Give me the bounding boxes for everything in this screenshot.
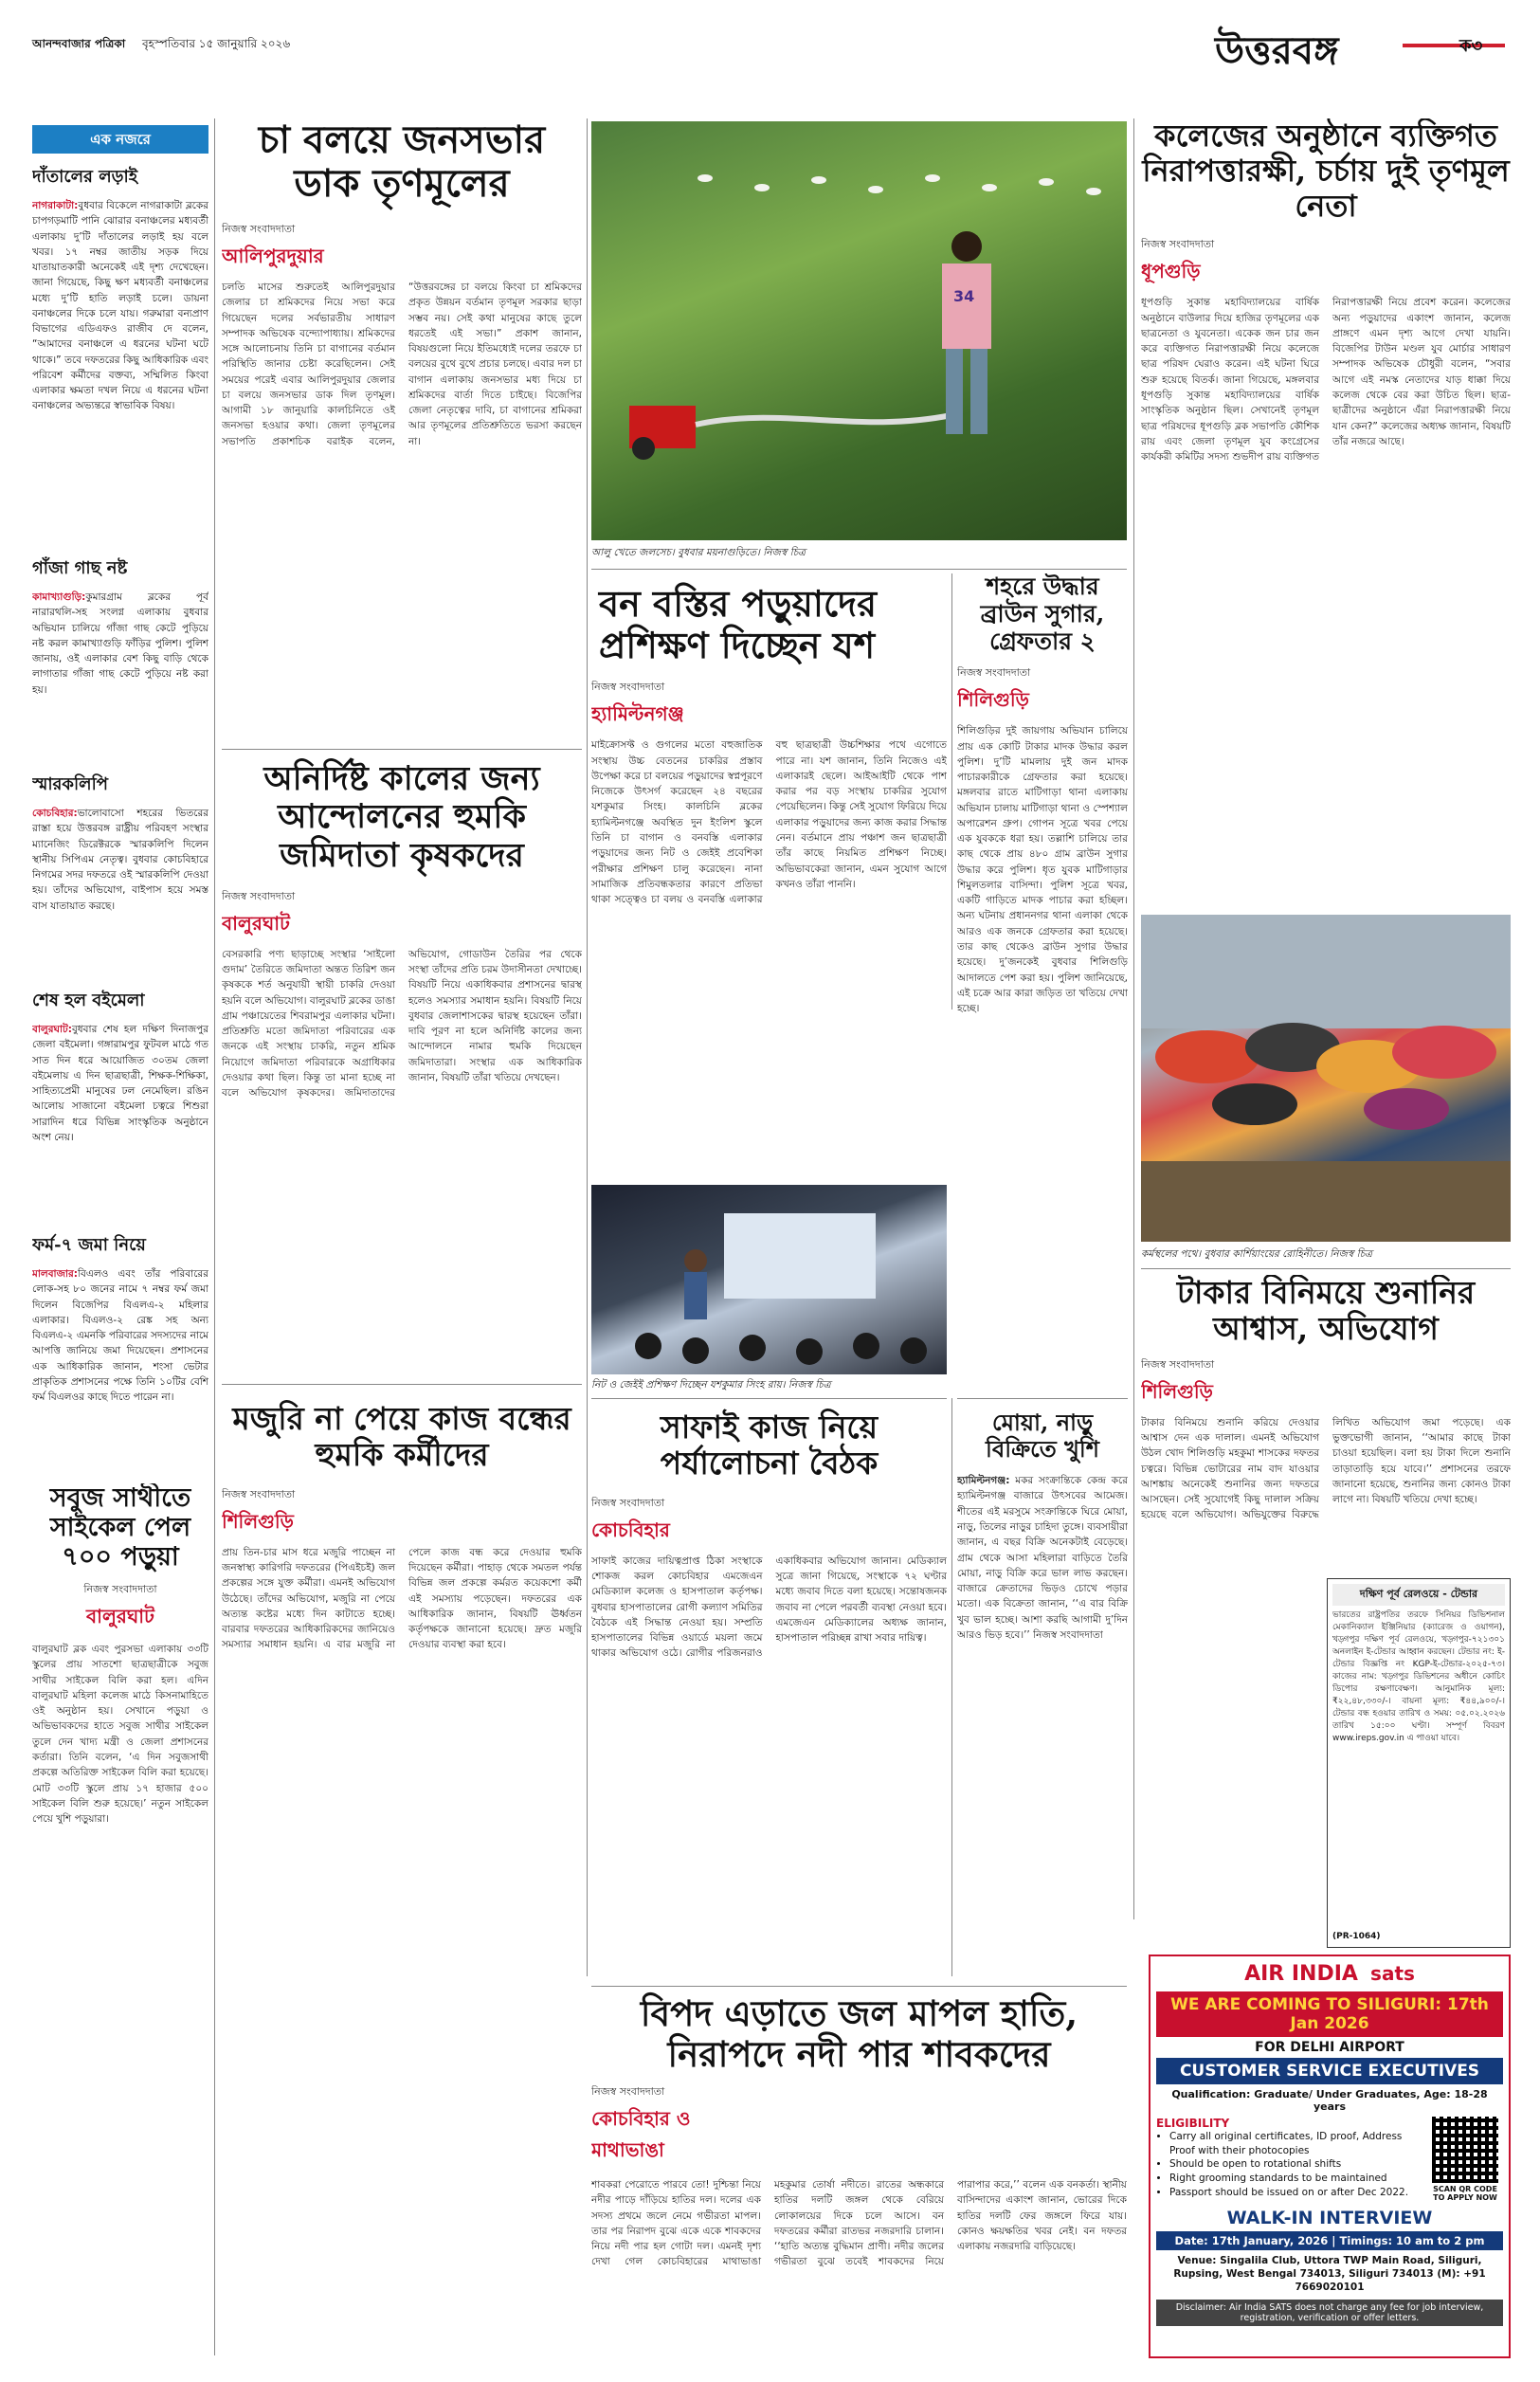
story-elephants xyxy=(591,1986,1127,2360)
eligibility-item: • Right grooming standards to be maintained xyxy=(1169,2172,1420,2186)
tender-code: (PR-1064) xyxy=(1332,1932,1381,1941)
story-college-security xyxy=(1141,118,1511,915)
story-cleaning-meeting xyxy=(591,1398,947,1981)
ad-eligibility xyxy=(1156,2117,1420,2202)
ad-brand-row xyxy=(1156,1962,1503,1986)
page-number: ক৩ xyxy=(1459,36,1483,56)
section-rule xyxy=(222,1384,582,1385)
teacher-head xyxy=(684,1249,707,1272)
briefs-column xyxy=(32,163,208,1471)
story-body: শিলিগুড়ির দুই জায়গায় অভিযান চালিয়ে প্রায় এক কোটি টাকার মাদক উদ্ধার করল পুলিশ। দু’টি মামলায় দুই জন মাদক পাচারকারীকে গ্রেফতার করা হয়েছে। মঙ্গলবার রাতে মাটিগাড়া থানা এলাকায় অভিযান চালায় মাটিগাড়া থানা ও স্পেশ্যাল অপারেশন গ্রুপ। গোপন সূত্রে খবর পেয়ে এক যুবককে ধরা হয়। তল্লাশি চালিয়ে তার কাছ থেকে প্রায় ৪৮০ গ্রাম ব্রাউন সুগার উদ্ধার করে পুলিশ। ধৃত যুবক মাটিগাড়ার শিমুলতলার বাসিন্দা। পুলিশ সূত্রে খবর, একটি গাড়িতে মাদক পাচার করা হচ্ছিল। অন্য ঘটনায় প্রধাননগর থানা এলাকা থেকে আরও এক জনকে গ্রেফতার করা হয়েছে। তার কাছ থেকেও ব্রাউন সুগার উদ্ধার হয়েছে। দু’জনকেই বুধবার শিলিগুড়ি আদালতে পেশ করা হয়। পুলিশ জানিয়েছে, এই চক্রে আর কারা জড়িত তা খতিয়ে দেখা হচ্ছে। xyxy=(957,725,1128,1015)
headline: বন বস্তির পড়ুয়াদের প্রশিক্ষণ দিচ্ছেন যশ xyxy=(599,582,878,666)
byline: নিজস্ব সংবাদদাতা xyxy=(591,1496,665,1509)
dateline-location: ধূপগুড়ি xyxy=(1141,260,1201,283)
photo-caption: কর্মস্থলের পথে। বুধবার কার্শিয়াংয়ের রোহিনীতে। নিজস্ব চিত্র xyxy=(1141,1248,1372,1260)
story-body: শাবকরা পেরোতে পারবে তো! দুশ্চিন্তা নিয়ে নদীর পাড়ে দাঁড়িয়ে হাতির দল। দলের এক সদস্য প্রথমে জলে নেমে গভীরতা মাপল। তার পর নিরাপদ বুঝে একে একে শাবকদের নিয়ে নদী পার হল গোটা দল। এমনই দৃশ্য দেখা গেল কোচবিহারের মাথাভাঙা মহকুমার তোর্ষা নদীতে। রাতের অন্ধকারে হাতির দলটি জঙ্গল থেকে বেরিয়ে লোকালয়ের দিকে চলে আসে। বন দফতরের কর্মীরা রাতভর নজরদারি চালান। ‘‘হাতি অত্যন্ত বুদ্ধিমান প্রাণী। নদীর জলের গভীরতা বুঝে তবেই শাবকদের নিয়ে পারাপার করে,’’ বলেন এক বনকর্তা। স্থানীয় বাসিন্দাদের একাংশ জানান, ভোরের দিকে হাতির দলটি ফের জঙ্গলে ফিরে যায়। কোনও ক্ষয়ক্ষতির খবর নেই। বন দফতর এলাকায় নজরদারি বাড়িয়েছে। xyxy=(591,2179,1127,2268)
story-tmc-rally xyxy=(222,118,582,749)
section-rule xyxy=(1141,1268,1511,1269)
headline: অনির্দিষ্ট কালের জন্য আন্দোলনের হুমকি জমিদাতা কৃষকদের xyxy=(263,759,540,875)
headline: সাফাই কাজ নিয়ে পর্যালোচনা বৈঠক xyxy=(660,1409,879,1482)
brief-text xyxy=(32,1022,208,1145)
dateline-location: বালুরঘাট xyxy=(86,1605,154,1628)
dateline-location: হ্যামিল্টনগঞ্জ: xyxy=(957,1475,1010,1487)
shirt-number: 34 xyxy=(953,287,975,305)
ad-partner: sats xyxy=(1370,1962,1415,1985)
dateline-location: শিলিগুড়ি xyxy=(1141,1379,1213,1403)
walkin-datetime: Date: 17th January, 2026 | Timings: 10 am to 2 pm xyxy=(1156,2231,1503,2250)
dateline-location: শিলিগুড়ি xyxy=(957,688,1029,712)
tender-text: ভারতের রাষ্ট্রপতির তরফে সিনিয়র ডিভিশনাল মেকানিক্যাল ইঞ্জিনিয়ার (ক্যারেজ ও ওয়াগন), খড়্গপুর দক্ষিণ পূর্ব রেলওয়ে, খড়্গপুর-৭২১৩০১ অনলাইন ই-টেন্ডার আহ্বান করছেন। টেন্ডার নং: ই-টেন্ডার বিজ্ঞপ্তি নং KGP-ই-টেন্ডার-২০২৫-৭৩। কাজের নাম: খড়্গপুর ডিভিশনের অধীনে কোচিং ডিপোর রক্ষণাবেক্ষণ। আনুমানিক মূল্য: ₹২২,৪৮,৩৩০/-। বায়না মূল্য: ₹৪৪,৯০০/-। টেন্ডার বন্ধ হওয়ার তারিখ ও সময়: ০৫.০২.২০২৬ তারিখ ১৫:০০ ঘণ্টা। সম্পূর্ণ বিবরণ www.ireps.gov.in এ পাওয়া যাবে। xyxy=(1332,1610,1505,1744)
road xyxy=(1141,1161,1511,1242)
brief-item xyxy=(32,555,208,763)
byline: নিজস্ব সংবাদদাতা xyxy=(83,1583,157,1596)
story-body: বেসরকারি পণ্য ছাড়াচ্ছে সংস্থার ‘সাইলো গুদাম’ তৈরিতে জমিদাতা অন্তত তিরিশ জন কৃষককে শর্ত অনুযায়ী স্থায়ী চাকরি দেওয়া হয়নি বলে অভিযোগ। বালুরঘাট ব্লকের ডাঙা গ্রাম পঞ্চায়েতের শিবরামপুর এলাকার ঘটনা। প্রতিশ্রুতি মতো জমিদাতা পরিবারের এক জনকে এই সংস্থায় চাকরি, নতুন শ্রমিক নিয়োগে জমিদাতা পরিবারকে অগ্রাধিকার দেওয়ার কথা ছিল। কিন্তু তা মানা হচ্ছে না বলে অভিযোগ কৃষকদের। জমিদাতাদের অভিযোগ, গোডাউন তৈরির পর থেকে সংস্থা তাঁদের প্রতি চরম উদাসীনতা দেখাচ্ছে। বিষয়টি নিয়ে একাধিকবার প্রশাসনের দ্বারস্থ হলেও সমস্যার সমাধান হয়নি। বিষয়টি নিয়ে বুধবার জেলাশাসকের দ্বারস্থ হয়েছেন তাঁরা। দাবি পূরণ না হলে অনির্দিষ্ট কালের জন্য আন্দোলনে নামার হুমকি দিয়েছেন জমিদাতারা। সংস্থার এক আধিকারিক জানান, বিষয়টি তাঁরা খতিয়ে দেখছেন। xyxy=(222,948,582,1100)
brief-title: দাঁতালের লড়াই xyxy=(32,167,138,187)
column-rule xyxy=(587,118,588,1976)
ad-eligibility-row xyxy=(1156,2117,1503,2202)
projector-screen xyxy=(724,1213,876,1299)
byline: নিজস্ব সংবাদদাতা xyxy=(1141,238,1215,251)
tender-title: দক্ষিণ পূর্ব রেলওয়ে - টেন্ডার xyxy=(1332,1584,1505,1606)
dateline-location: বালুরঘাট xyxy=(222,911,290,935)
brief-body: বিএলও এবং তাঁর পরিবারের লোক-সহ ৮০ জনের নামে ৭ নম্বর ফর্ম জমা দিলেন বিজেপির বিএলএ-২ মহিলার এলাকার। বিএলও-২ রেঙ্ক সহ অন্য বিএলএ-২ এমনকি পরিবারের সদস্যদের নামে আপত্তি জানিয়ে জমা দিয়েছেন। প্রশাসনের এক আধিকারিক জানান, শংসা ভেটার প্রাকৃতিক প্রশাসনের পক্ষে তিনি ১০টির বেশি ফর্ম বিএলওর কাছে দিতে পারেন না। xyxy=(32,1268,208,1404)
issue-date: বৃহস্পতিবার ১৫ জানুয়ারি ২০২৬ xyxy=(142,37,291,50)
classroom-photo xyxy=(591,1185,947,1374)
qr-code-icon[interactable] xyxy=(1432,2117,1498,2183)
classroom-illustration xyxy=(591,1185,947,1374)
eligibility-list xyxy=(1156,2130,1420,2199)
publication-name: আনন্দবাজার পত্রিকা xyxy=(32,37,126,50)
story-body: সাফাই কাজের দায়িত্বপ্রাপ্ত ঠিকা সংস্থাকে শোকজ করল কোচবিহার এমজেএন মেডিক্যাল কলেজ ও হাসপাতাল কর্তৃপক্ষ। বুধবার হাসপাতালের রোগী কল্যাণ সমিতির বৈঠকে এই সিদ্ধান্ত নেওয়া হয়। সম্প্রতি হাসপাতালের বিভিন্ন ওয়ার্ডে ময়লা জমে থাকার অভিযোগ ওঠে। রোগীর পরিজনরাও একাধিকবার অভিযোগ জানান। মেডিক্যাল সুত্রে জানা গিয়েছে, সংস্থাকে ৭২ ঘণ্টার মধ্যে জবাব দিতে বলা হয়েছে। সন্তোষজনক জবাব না পেলে পরবর্তী ব্যবস্থা নেওয়া হবে। এমজেএন মেডিক্যালের অধ্যক্ষ জানান, হাসপাতাল পরিচ্ছন্ন রাখা সবার দায়িত্ব। xyxy=(591,1555,947,1660)
section-rule xyxy=(591,569,1127,570)
section-rule xyxy=(1403,44,1505,47)
brief-text xyxy=(32,806,208,914)
eligibility-item: • Passport should be issued on or after Dec 2022. xyxy=(1169,2186,1420,2200)
headline: শহরে উদ্ধার ব্রাউন সুগার, গ্রেফতার ২ xyxy=(980,573,1105,655)
brief-text xyxy=(32,590,208,698)
brief-title: স্মারকলিপি xyxy=(32,774,108,794)
dateline-location: আলিপুরদুয়ার xyxy=(222,245,324,267)
ad-role: CUSTOMER SERVICE EXECUTIVES xyxy=(1156,2058,1503,2084)
brief-place: কামাখ্যাগুড়ি: xyxy=(32,591,86,603)
column-rule xyxy=(951,573,952,1009)
walkin-title: WALK-IN INTERVIEW xyxy=(1226,2208,1433,2228)
farmer-leg xyxy=(970,349,987,434)
umbrella-photo xyxy=(1141,915,1511,1242)
headline: সবুজ সাথীতে সাইকেল পেল ৭০০ পড়ুয়া xyxy=(49,1483,191,1573)
umbrellas xyxy=(1155,1023,1496,1130)
story-columns xyxy=(591,2083,1127,2173)
brief-body: কুমারগ্রাম ব্লকের পূর্ব নারারথলি-সহ সংলগ্ন এলাকায় বুধবার অভিযান চালিয়ে গাঁজা গাছ কেটে পুড়িয়ে নষ্ট করল কামাখ্যাগুড়ি ফাঁড়ির পুলিশ। পুলিশ জানায়, ওই এলাকার বেশ কিছু বাড়ি থেকে লাগাতার গাঁজা গাছ কেটে পুড়িয়ে নষ্ট করা হয়। xyxy=(32,591,208,696)
brief-title: গাঁজা গাছ নষ্ট xyxy=(32,558,128,578)
brief-title: শেষ হল বইমেলা xyxy=(32,991,145,1010)
railway-tender-notice xyxy=(1327,1578,1511,1948)
story-body xyxy=(957,1473,1128,1643)
photo-caption: নিট ও জেইই প্রশিক্ষণ দিচ্ছেন যশকুমার সিংহ রায়। নিজস্ব চিত্র xyxy=(591,1379,831,1391)
column-rule xyxy=(1133,118,1134,1919)
brief-item xyxy=(32,1231,208,1449)
story-forest-students xyxy=(591,573,947,1180)
byline: নিজস্ব সংবাদদাতা xyxy=(222,223,296,235)
story-wages-strike xyxy=(222,1384,582,2355)
byline: নিজস্ব সংবাদদাতা xyxy=(591,681,665,694)
brief-place: মালবাজার: xyxy=(32,1268,79,1280)
farmer-leg xyxy=(946,349,963,434)
irrigation-pipe xyxy=(696,415,951,425)
headline: মোয়া, নাড়ু বিক্রিতে খুশি xyxy=(986,1409,1099,1463)
headline: বিপদ এড়াতে জল মাপল হাতি, নিরাপদে নদী পার শাবকদের xyxy=(640,1992,1078,2075)
brief-item xyxy=(32,987,208,1224)
story-moa-naru xyxy=(957,1398,1128,1981)
field-illustration xyxy=(591,121,1127,540)
brief-body: বুধবার বিকেলে নাগরাকাটা ব্লকের চাপগড়মাটি পানি ঝোরার বনাঞ্চলের মধ্যবর্তী এলাকায় দু’টি দাঁতালের লড়াই হয় বলে খবর। ১৭ নম্বর জাতীয় সড়ক দিয়ে যাতায়াতকারী অনেকেই এই দৃশ্য দেখেছেন। জানা গিয়েছে, কিছু ক্ষণ মধ্যবর্তী বনাঞ্চলের মধ্যে দু’টি হাতি লড়াই চলে। ডায়না বনাঞ্চলের দিকে চলে যায়। গরুমারা বন্যপ্রাণ বিভাগের এডিএফও রাজীব দে বলেন, “আমাদের বনাঞ্চলে এ ধরনের ঘটনা ঘটে থাকে।” তবে দফতরের কিছু আধিকারিক এবং পরিবেশ কর্মীদের বক্তব্য, সম্মিলিত কিংবা এলাকার ক্ষমতা দখল নিয়ে এ ধরনের ঘটনা বনাঞ্চলের অভ্যন্তরে স্বাভাবিক বিষয়। xyxy=(32,200,208,412)
story-cyclists xyxy=(32,1483,208,2355)
brief-place: কোচবিহার: xyxy=(32,808,78,819)
story-body: মাইক্রোসফ্ট ও গুগলের মতো বহুজাতিক সংস্থায় উচ্চ বেতনের চাকরির প্রস্তাব উপেক্ষা করে চা বলয়ের পড়ুয়াদের স্বপ্নপূরণে নিজেকে উৎসর্গ করেছেন ২৪ বছরের যশকুমার সিংহ। কালচিনি ব্লকের হ্যামিল্টনগঞ্জে অবস্থিত দুন ইংলিশ স্কুলে তিনি চা বাগান ও বনবস্তি এলাকার পড়ুয়াদের জন্য নিট ও জেইই প্রবেশিকা পরীক্ষার প্রশিক্ষণ চালু করেছেন। নানা সামাজিক প্রতিবন্ধকতার কারণে প্রতিভা থাকা সত্ত্বেও চা বলয় ও বনবস্তি এলাকার বহু ছাত্রছাত্রী উচ্চশিক্ষার পথে এগোতে পারে না। যশ জানান, তিনি নিজেও এই এলাকারই ছেলে। আইআইটি থেকে পাশ করার পর বড় সংস্থায় চাকরির সুযোগ পেয়েছিলেন। কিন্তু সেই সুযোগ ফিরিয়ে দিয়ে এলাকার পড়ুয়াদের জন্য কাজ করার সিদ্ধান্ত নেন। বর্তমানে প্রায় পঞ্চাশ জন ছাত্রছাত্রী তাঁর কাছে নিয়মিত প্রশিক্ষণ নিচ্ছে। অভিভাবকেরা জানান, এমন সুযোগ আগে কখনও তাঁরা পাননি। xyxy=(591,739,947,906)
dateline-location: কোচবিহার xyxy=(591,1518,670,1541)
brief-body: বুধবার শেষ হল দক্ষিণ দিনাজপুর জেলা বইমেলা। গঙ্গারামপুর ফুটবল মাঠে গত সাত দিন ধরে আয়োজিত ৩০তম জেলা বইমেলায় এ দিন ছাত্রছাত্রী, শিক্ষক-শিক্ষিকা, সাহিত্যপ্রেমী মানুষের ঢল নেমেছিল। রঙিন আলোয় সাজানো বইমেলা চত্বরে শিশুরা সারাদিন ধরে বিভিন্ন সাংস্কৃতিক অনুষ্ঠানে অংশ নেয়। xyxy=(32,1024,208,1143)
ad-disclaimer: Disclaimer: Air India SATS does not charge any fee for job interview, registration, verification or offer letters. xyxy=(1156,2300,1503,2326)
photo-caption: আলু খেতে জলসেচ। বুধবার ময়নাগুড়িতে। নিজস্ব চিত্র xyxy=(591,547,806,558)
story-farmers-protest xyxy=(222,749,582,1374)
briefs-kicker: এক নজরে xyxy=(32,125,208,154)
brief-item xyxy=(32,163,208,547)
story-text: মকর সংক্রান্তিকে কেন্দ্র করে হ্যামিল্টনগঞ্জ বাজারে উৎসবের আমেজ। শীতের এই মরসুমে সংক্রান্তিকে ঘিরে মোয়া, নাড়ু, তিলের নাড়ুর চাহিদা তুঙ্গে। ব্যবসায়ীরা জানান, এ বছর বিক্রি অনেকটাই বেড়েছে। গ্রাম থেকে আসা মহিলারা বাড়িতে তৈরি মোয়া, নাড়ু বিক্রি করে ভাল লাভ করছেন। বাজারে ক্রেতাদের ভিড়ও চোখে পড়ার মতো। এক বিক্রেতা জানান, ‘‘এ বার বিক্রি খুব ভাল হচ্ছে। আশা করছি আগামী দু’দিন আরও ভিড় হবে।’’ নিজস্ব সংবাদদাতা xyxy=(957,1475,1128,1641)
byline: নিজস্ব সংবাদদাতা xyxy=(591,2085,665,2099)
ad-banner: WE ARE COMING TO SILIGURI: 17th Jan 2026 xyxy=(1156,1991,1503,2037)
sky xyxy=(1141,915,1511,1028)
column-rule xyxy=(214,118,215,2355)
qr-block xyxy=(1427,2117,1503,2202)
story-body: বালুরঘাট ব্লক এবং পুরসভা এলাকায় ৩৩টি স্কুলের প্রায় সাতশো ছাত্রছাত্রীকে সবুজ সাথীর সাইকেল বিলি করা হল। এদিন বালুরঘাট মহিলা কলেজ মাঠে কিসনামাহিতে ওই অনুষ্ঠান হয়। সেখানে পড়ুয়া ও অভিভাবকদের হাতে সবুজ সাথীর সাইকেল তুলে দেন খাদ্য মন্ত্রী ও জেলা প্রশাসনের কর্তারা। তিনি বলেন, ‘এ দিন সবুজসাথী প্রকল্পে অতিরিক্ত সাইকেল বিলি করা হয়েছে। মোট ৩৩টি স্কুলে প্রায় ১৭ হাজার ৫০০ সাইকেল বিলি শুরু হয়েছে।’ নতুন সাইকেল পেয়ে খুশি পড়ুয়ারা। xyxy=(32,1644,208,1826)
brief-place: বালুরঘাট: xyxy=(32,1024,72,1035)
brief-title: ফর্ম-৭ জমা নিয়ে xyxy=(32,1235,146,1255)
byline: নিজস্ব সংবাদদাতা xyxy=(957,666,1031,680)
column-rule xyxy=(951,1398,952,1976)
dateline-location: হ্যামিল্টনগঞ্জ xyxy=(591,702,684,726)
section-rule xyxy=(591,1398,947,1399)
story-money-hearing xyxy=(1141,1275,1511,1573)
farmer-head xyxy=(951,231,982,262)
ad-brand: AIR INDIA xyxy=(1244,1962,1358,1986)
story-body: চলতি মাসের শুরুতেই আলিপুরদুয়ার জেলার চা শ্রমিকদের নিয়ে সভা করে গিয়েছেন দলের সর্বভারতীয় সাধারণ সম্পাদক অভিষেক বন্দ্যোপাধ্যায়। শ্রমিকদের সঙ্গে আলোচনায় তিনি চা বাগানের বর্তমান পরিস্থিতি জানার চেষ্টা করেছিলেন। সেই সময়ের পরেই এবার আলিপুরদুয়ার জেলার চা বলয়ে জনসভার ডাক দিল তৃণমূল। আগামী ১৮ জানুয়ারি কালচিনিতে ওই জনসভা হওয়ার কথা। জেলা তৃণমূলের সভাপতি প্রকাশচিক বরাইক বলেন, “উত্তরবঙ্গের চা বলয়ে কিংবা চা শ্রমিকদের প্রকৃত উন্নয়ন বর্তমান তৃণমূল সরকার ছাড়া সম্ভব নয়। সেই কথা মানুষের কাছে তুলে ধরতেই এই সভা।” প্রকাশ জানান, বিষয়গুলো নিয়ে ইতিমধ্যেই দলের তরফে চা বলয়ের বুথে বুথে প্রচার চলছে। এবার দল চা বাগান এলাকায় জনসভার মধ্য দিয়ে চা শ্রমিকদের বার্তা দিতে চাইছে। বিজেপির জেলা নেতৃত্বের দাবি, চা বাগানের শ্রমিকরা আর তৃণমূলের প্রতিশ্রুতিতে ভরসা করছেন না। xyxy=(222,282,582,447)
byline: নিজস্ব সংবাদদাতা xyxy=(222,889,296,902)
farmer-shirt xyxy=(942,264,991,349)
eligibility-item: • Should be open to rotational shifts xyxy=(1169,2157,1420,2172)
pump-wheel xyxy=(632,437,655,460)
brief-text xyxy=(32,1266,208,1405)
brief-place: নাগরাকাটা: xyxy=(32,200,79,211)
masthead xyxy=(0,0,1540,76)
story-body: ধূপগুড়ি সুকান্ত মহাবিদ্যালয়ের বার্ষিক অনুষ্ঠানে বাউলার দিয়ে হাজির তৃণমূলের এক ছাত্রনেতা ও যুবনেতা। একেক জন চার জন করে ব্যক্তিগত নিরাপত্তারক্ষী নিয়ে কলেজে ছাত্র পরিষদ ঘেরাও করেন। এই ঘটনা ঘিরে শুরু হয়েছে বিতর্ক। জানা গিয়েছে, মঙ্গলবার ধূপগুড়ি সুকান্ত মহাবিদ্যালয়ের বার্ষিক সাংস্কৃতিক অনুষ্ঠান ছিল। সেখানেই তৃণমূল ছাত্র পরিষদের ধূপগুড়ি ব্লক সভাপতি কৌশিক রায় এবং জেলা তৃণমূল যুব কংগ্রেসের কার্যকরী কমিটির সদস্য শুভদীপ রায় ব্যক্তিগত নিরাপত্তারক্ষী নিয়ে প্রবেশ করেন। কলেজের অন্য পড়ুয়াদের একাংশ জানান, কলেজ প্রাঙ্গণে এমন দৃশ্য আগে দেখা যায়নি। বিজেপির টাউন মণ্ডল যুব মোর্চার সাধারণ সম্পাদক অভিষেক চৌধুরী বলেন, “সবার আগে এই নমস্ক নেতাদের যাড় ধাক্কা দিয়ে কলেজ থেকে বের করা উচিত ছিল। ছাত্র-ছাত্রীদের অনুষ্ঠানে এঁরা নিরাপত্তারক্ষী নিয়ে যান কেন?” কলেজের অধ্যক্ষ জানান, বিষয়টি তাঁর নজরে আছে। xyxy=(1141,297,1511,464)
headline: কলেজের অনুষ্ঠানে ব্যক্তিগত নিরাপত্তারক্ষী, চর্চায় দুই তৃণমূল নেতা xyxy=(1142,118,1510,224)
dateline-location: কোচবিহার ও মাথাভাঙা xyxy=(591,2107,691,2162)
eligibility-title: ELIGIBILITY xyxy=(1156,2117,1230,2130)
teacher-body xyxy=(684,1272,707,1319)
story-body: প্রায় তিন-চার মাস ধরে মজুরি পাচ্ছেন না জনস্বাস্থ্য কারিগরি দফতরের (পিএইচই) জল প্রকল্পের সঙ্গে যুক্ত কর্মীরা। এমনই অভিযোগ উঠেছে। তাঁদের অভিযোগ, মজুরি না পেয়ে অত্যন্ত কষ্টের মধ্যে দিন কাটাতে হচ্ছে। বারবার দফতরের আধিকারিকদের জানিয়েও সমস্যার সমাধান হয়নি। এ বার মজুরি না পেলে কাজ বন্ধ করে দেওয়ার হুমকি দিয়েছেন কর্মীরা। পাহাড় থেকে সমতল পর্যন্ত বিভিন্ন জল প্রকল্পে কর্মরত কয়েকশো কর্মী এই সমস্যায় পড়েছেন। দফতরের এক আধিকারিক জানান, বিষয়টি ঊর্ধ্বতন কর্তৃপক্ষকে জানানো হয়েছে। দ্রুত মজুরি দেওয়ার ব্যবস্থা করা হবে। xyxy=(222,1546,582,1651)
section-rule xyxy=(222,749,582,750)
air-india-sats-ad xyxy=(1149,1955,1511,2358)
brief-item xyxy=(32,771,208,979)
eligibility-item: • Carry all original certificates, ID proof, Address Proof with their photocopies xyxy=(1169,2130,1420,2157)
umbrella-illustration xyxy=(1141,915,1511,1242)
story-brown-sugar xyxy=(957,573,1128,1389)
section-rule xyxy=(591,1986,1127,1987)
students xyxy=(635,1333,927,1365)
brief-body: ভালোবাসো শহরের ভিতরের রাস্তা হয়ে উত্তরবঙ্গ রাষ্ট্রীয় পরিবহণ সংস্থার ম্যানেজিং ডিরেক্টরকে স্মারকলিপি দিলেন স্থানীয় সিপিএম নেতৃত্ব। বুধবার কোচবিহারে নিগমের সদর দফতরে ওই স্মারকলিপি দেওয়া হয়। তাঁদের অভিযোগ, বাইপাস হয়ে সমস্ত বাস যাতায়াত করছে। xyxy=(32,808,208,912)
brief-text xyxy=(32,198,208,414)
dateline-location: শিলিগুড়ি xyxy=(222,1509,294,1533)
byline: নিজস্ব সংবাদদাতা xyxy=(1141,1357,1215,1371)
story-body: টাকার বিনিময়ে শুনানি করিয়ে দেওয়ার আশ্বাস দেন এক দালাল। এমনই অভিযোগ উঠল খোদ শিলিগুড়ি মহকুমা শাসকের দফতর চত্বরে। বিভিন্ন ভোটারের নাম বাদ যাওয়ার আশঙ্কায় অনেকেই শুনানির জন্য দফতরে আসছেন। সেই সুযোগেই কিছু দালাল সক্রিয় হয়েছে বলে অভিযোগ। অভিযুক্তের বিরুদ্ধে লিখিত অভিযোগ জমা পড়েছে। এক ভুক্তভোগী জানান, ‘‘আমার কাছে টাকা চাওয়া হয়েছিল। বলা হয় টাকা দিলে শুনানি তাড়াতাড়ি হয়ে যাবে।’’ প্রশাসনের তরফে জানানো হয়েছে, শুনানির জন্য কোনও টাকা লাগে না। বিষয়টি খতিয়ে দেখা হচ্ছে। xyxy=(1141,1416,1511,1521)
potato-field-photo xyxy=(591,121,1127,540)
walkin-venue: Venue: Singalila Club, Uttora TWP Main Road, Siliguri, Rupsing, West Bengal 734013, Siliguri 734013 (M): +91 7669020101 xyxy=(1173,2255,1486,2294)
dateline-block xyxy=(591,2083,762,2173)
section-rule xyxy=(957,1398,1128,1399)
qr-label: SCAN QR CODE TO APPLY NOW xyxy=(1433,2185,1497,2202)
headline: চা বলয়ে জনসভার ডাক তৃণমূলের xyxy=(258,118,546,206)
headline: মজুরি না পেয়ে কাজ বন্ধের হুমকি কর্মীদের xyxy=(232,1400,571,1473)
byline: নিজস্ব সংবাদদাতা xyxy=(222,1487,296,1500)
egrets xyxy=(698,174,1101,195)
headline: টাকার বিনিময়ে শুনানির আশ্বাস, অভিযোগ xyxy=(1176,1275,1476,1347)
section-title: উত্তরবঙ্গ xyxy=(1215,28,1339,73)
ad-qualification: Qualification: Graduate/ Under Graduates, Age: 18-28 years xyxy=(1171,2088,1488,2113)
ad-subbanner: FOR DELHI AIRPORT xyxy=(1255,2040,1404,2055)
